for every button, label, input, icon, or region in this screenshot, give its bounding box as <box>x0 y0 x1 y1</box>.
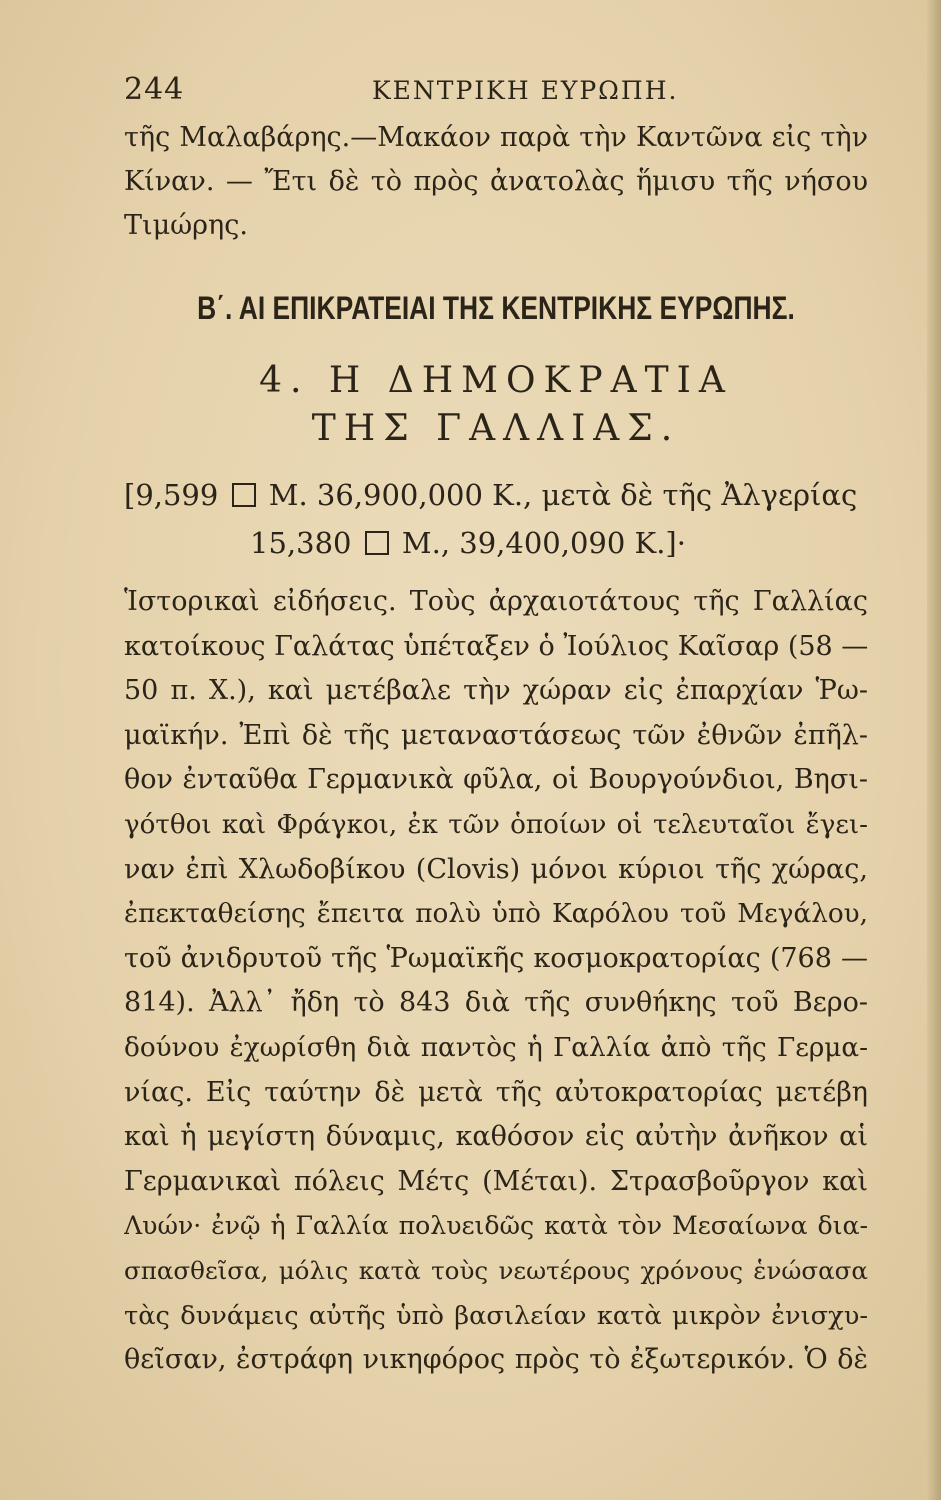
text-line: σπασθεῖσα, μόλις κατὰ τοὺς νεωτέρους χρόνους ἑνώσασα <box>124 1255 868 1285</box>
text-line: ἐπεκταθείσης ἔπειτα πολὺ ὑπὸ Καρόλου τοῦ Μεγάλου, <box>124 899 868 930</box>
chapter-title-line-2: ΤΗΣ ΓΑΛΛΙΑΣ. <box>311 408 681 449</box>
text-line: 814). Ἀλλ᾽ ἤδη τὸ 843 διὰ τῆς συνθήκης τοῦ Βερο- <box>124 987 868 1019</box>
page-header <box>124 72 868 112</box>
section-heading: Β΄. ΑΙ ΕΠΙΚΡΑΤΕΙΑΙ ΤΗΣ ΚΕΝΤΡΙΚΗΣ ΕΥΡΩΠΗΣ. <box>197 290 795 326</box>
text-line: τοῦ ἀνιδρυτοῦ τῆς Ῥωμαϊκῆς κοσμοκρατορίας (768 — <box>124 942 868 974</box>
text-line: θεῖσαν, ἐστράφη νικηφόρος πρὸς τὸ ἐξωτερικόν. Ὁ δὲ <box>124 1344 868 1376</box>
stats-population-text: Μ., 39,400,090 Κ.]· <box>401 526 686 560</box>
text-line: 50 π. Χ.), καὶ μετέβαλε τὴν χώραν εἰς ἐπαρχίαν Ῥω- <box>124 675 868 707</box>
text-line: γότθοι καὶ Φράγκοι, ἐκ τῶν ὁποίων οἱ τελευταῖοι ἔγει- <box>124 809 868 840</box>
running-head: ΚΕΝΤΡΙΚΗ ΕΥΡΩΠΗ. <box>372 76 679 105</box>
page-gutter-edge <box>927 0 941 1500</box>
statistics-line-2 <box>250 526 850 560</box>
text-line: ναν ἐπὶ Χλωδοβίκου (Clovis) μόνοι κύριοι τῆς χώρας, <box>124 853 868 885</box>
text-line: κατοίκους Γαλάτας ὑπέταξεν ὁ Ἰούλιος Καῖσαρ (58 — <box>124 630 868 662</box>
text-line: δούνου ἐχωρίσθη διὰ παντὸς ἡ Γαλλία ἀπὸ τῆς Γερμα- <box>124 1032 868 1063</box>
stats-area-value: 15,380 <box>250 526 352 560</box>
text-line: Γερμανικαὶ πόλεις Μέτς (Μέται). Στρασβοῦργον καὶ <box>124 1165 868 1197</box>
text-line: Κίναν. — Ἔτι δὲ τὸ πρὸς ἀνατολὰς ἥμισυ τῆς νήσου <box>124 166 868 197</box>
square-miles-symbol-icon <box>232 483 256 507</box>
intro-text <box>124 116 868 248</box>
chapter-title-line-1: 4. Η ΔΗΜΟΚΡΑΤΙΑ <box>259 360 733 401</box>
page-number: 244 <box>124 72 185 107</box>
text-line: θον ἐνταῦθα Γερμανικὰ φῦλα, οἱ Βουργούνδιοι, Βησι- <box>124 764 868 796</box>
text-line: νίας. Εἰς ταύτην δὲ μετὰ τῆς αὐτοκρατορίας μετέβη <box>124 1076 868 1108</box>
text-line: Τιμώρης. <box>124 210 248 241</box>
text-line: Ἱστορικαὶ εἰδήσεις. Τοὺς ἀρχαιοτάτους τῆς Γαλλίας <box>124 586 868 617</box>
statistics-line-1 <box>124 478 868 512</box>
text-line: Λυών· ἐνῷ ἡ Γαλλία πολυειδῶς κατὰ τὸν Μεσαίωνα δια- <box>124 1211 868 1241</box>
stats-population-text: Μ. 36,900,000 Κ., μετὰ δὲ τῆς Ἀλγερίας <box>268 478 858 512</box>
text-line: μαϊκήν. Ἐπὶ δὲ τῆς μεταναστάσεως τῶν ἐθνῶν ἐπῆλ- <box>124 719 868 751</box>
text-line: τῆς Μαλαβάρης.—Μακάον παρὰ τὴν Καντῶνα εἰς τὴν <box>124 122 868 153</box>
text-line: τὰς δυνάμεις αὐτῆς ὑπὸ βασιλείαν κατὰ μικρὸν ἐνισχυ- <box>124 1300 868 1331</box>
stats-area-value: [9,599 <box>124 478 219 512</box>
square-miles-symbol-icon <box>365 531 389 555</box>
text-line: καὶ ἡ μεγίστη δύναμις, καθόσον εἰς αὐτὴν ἀνῆκον αἱ <box>124 1121 868 1153</box>
history-paragraph <box>124 580 868 1383</box>
